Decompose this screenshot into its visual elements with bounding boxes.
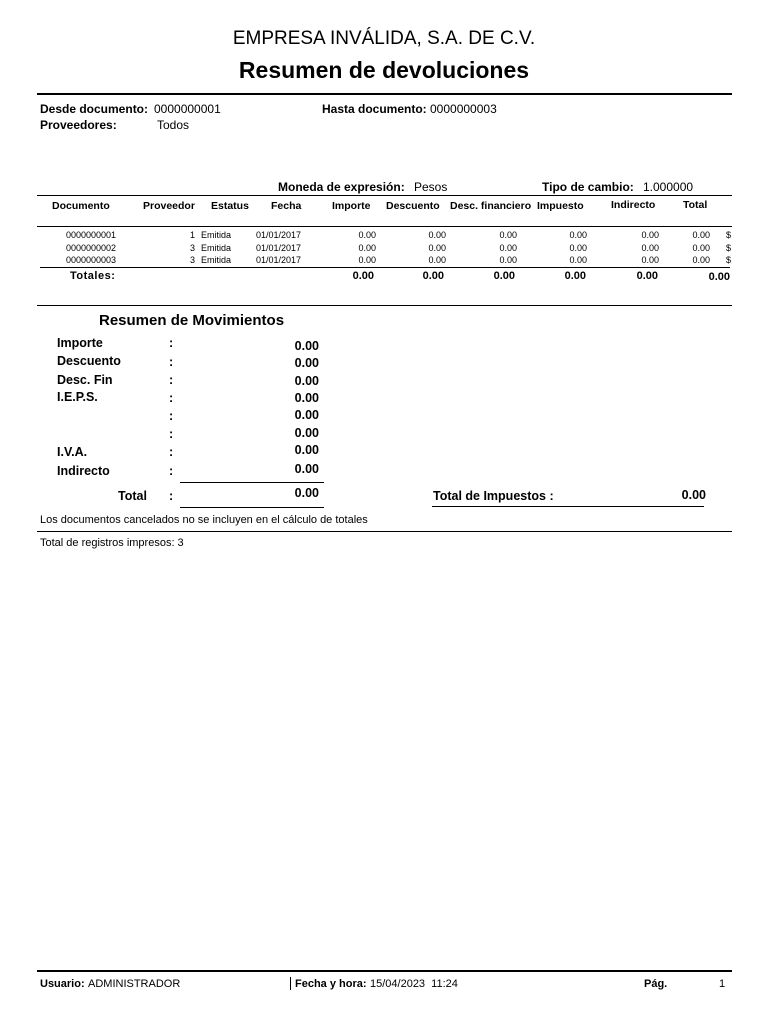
- impuestos-underline: [432, 506, 704, 507]
- footer-divider: [37, 970, 732, 972]
- mov-value-descuento: 0.00: [294, 356, 319, 370]
- cell-currency: $: [726, 243, 732, 253]
- mov-value-importe: 0.00: [294, 339, 319, 353]
- cell-documento: 0000000001: [66, 230, 117, 240]
- cell-estatus: Emitida: [201, 255, 232, 265]
- cell-impuesto: 0.00: [569, 230, 587, 240]
- col-proveedor: Proveedor: [143, 200, 195, 212]
- mov-value-indirecto: 0.00: [294, 462, 319, 476]
- cell-indirecto: 0.00: [641, 255, 659, 265]
- cell-proveedor: 3: [189, 255, 195, 265]
- desde-value: 0000000001: [154, 102, 221, 116]
- movimientos-title: Resumen de Movimientos: [99, 312, 285, 329]
- report-title: Resumen de devoluciones: [238, 57, 530, 83]
- cell-importe: 0.00: [358, 243, 376, 253]
- mov-label-iva: I.V.A.: [57, 445, 88, 459]
- totales-total: 0.00: [708, 271, 730, 283]
- table-top-divider: [37, 195, 732, 196]
- cell-proveedor: 1: [189, 230, 195, 240]
- cell-proveedor: 3: [189, 243, 195, 253]
- cell-estatus: Emitida: [201, 230, 232, 240]
- movimientos-divider: [37, 305, 732, 306]
- mov-colon: :: [169, 464, 174, 478]
- desde-label: Desde documento:: [40, 102, 149, 116]
- cell-documento: 0000000003: [66, 255, 117, 265]
- usuario-label: Usuario:: [40, 978, 85, 990]
- moneda-value: Pesos: [414, 180, 448, 194]
- cell-indirecto: 0.00: [641, 230, 659, 240]
- pagina-label: Pág.: [644, 978, 668, 990]
- col-fecha: Fecha: [271, 200, 302, 212]
- tipo-cambio-label: Tipo de cambio:: [542, 180, 634, 194]
- fecha-hora-label: Fecha y hora:: [295, 978, 367, 990]
- col-importe: Importe: [332, 200, 371, 212]
- mov-label-descuento: Descuento: [57, 354, 121, 368]
- cell-impuesto: 0.00: [569, 243, 587, 253]
- tipo-cambio-value: 1.000000: [643, 180, 694, 194]
- cell-descuento: 0.00: [428, 230, 446, 240]
- subtotal-line: [180, 482, 324, 483]
- mov-label-importe: Importe: [57, 336, 103, 350]
- header-divider: [37, 93, 732, 95]
- mov-value-blank-2: 0.00: [294, 426, 319, 440]
- cell-impuesto: 0.00: [569, 255, 587, 265]
- mov-value-iva: 0.00: [294, 443, 319, 457]
- cell-desc-financiero: 0.00: [499, 255, 517, 265]
- mov-colon: :: [169, 409, 174, 423]
- cell-documento: 0000000002: [66, 243, 117, 253]
- totales-desc-financiero: 0.00: [493, 270, 515, 282]
- total-colon: :: [169, 489, 174, 503]
- col-documento: Documento: [52, 200, 110, 212]
- cell-total: 0.00: [692, 255, 710, 265]
- col-indirecto: Indirecto: [611, 199, 656, 211]
- cell-descuento: 0.00: [428, 255, 446, 265]
- pagina-value: 1: [719, 978, 726, 990]
- mov-colon: :: [169, 336, 174, 350]
- col-total: Total: [683, 199, 708, 211]
- mov-colon: :: [169, 427, 174, 441]
- totals-divider: [40, 267, 730, 268]
- cell-estatus: Emitida: [201, 243, 232, 253]
- proveedores-value: Todos: [157, 118, 190, 132]
- cell-importe: 0.00: [358, 255, 376, 265]
- total-underline: [180, 507, 324, 508]
- mov-colon: :: [169, 373, 174, 387]
- total-impuestos-label: Total de Impuestos :: [433, 489, 554, 503]
- fecha-hora-value: 15/04/2023 11:24: [370, 978, 458, 990]
- cell-indirecto: 0.00: [641, 243, 659, 253]
- company-name: EMPRESA INVÁLIDA, S.A. DE C.V.: [232, 28, 536, 49]
- cancelados-note: Los documentos cancelados no se incluyen en el cálculo de totales: [40, 514, 368, 526]
- mov-value-ieps: 0.00: [294, 391, 319, 405]
- col-descuento: Descuento: [386, 200, 440, 212]
- col-impuesto: Impuesto: [537, 200, 584, 212]
- totales-indirecto: 0.00: [636, 270, 658, 282]
- col-desc-financiero: Desc. financiero: [450, 200, 532, 212]
- moneda-label: Moneda de expresión:: [278, 180, 405, 194]
- totales-descuento: 0.00: [422, 270, 444, 282]
- notes-divider: [37, 531, 732, 532]
- mov-colon: :: [169, 355, 174, 369]
- total-value: 0.00: [294, 486, 319, 500]
- hasta-label: Hasta documento:: [322, 102, 427, 116]
- mov-label-desc-fin: Desc. Fin: [57, 373, 113, 387]
- totales-importe: 0.00: [352, 270, 374, 282]
- mov-colon: :: [169, 445, 174, 459]
- cell-total: 0.00: [692, 230, 710, 240]
- cell-currency: $: [726, 230, 732, 240]
- mov-value-blank-1: 0.00: [294, 408, 319, 422]
- proveedores-label: Proveedores:: [40, 118, 117, 132]
- totales-label: Totales:: [70, 270, 116, 282]
- totales-impuesto: 0.00: [564, 270, 586, 282]
- cell-desc-financiero: 0.00: [499, 230, 517, 240]
- usuario-value: ADMINISTRADOR: [88, 978, 181, 990]
- table-header-divider: [37, 226, 732, 227]
- footer-separator: [290, 977, 292, 990]
- cell-fecha: 01/01/2017: [256, 243, 302, 253]
- cell-currency: $: [726, 255, 732, 265]
- registros-note: Total de registros impresos: 3: [40, 537, 184, 549]
- cell-total: 0.00: [692, 243, 710, 253]
- cell-descuento: 0.00: [428, 243, 446, 253]
- mov-value-desc-fin: 0.00: [294, 374, 319, 388]
- hasta-value: 0000000003: [430, 102, 497, 116]
- cell-desc-financiero: 0.00: [499, 243, 517, 253]
- cell-fecha: 01/01/2017: [256, 255, 302, 265]
- mov-label-indirecto: Indirecto: [57, 464, 110, 478]
- cell-importe: 0.00: [358, 230, 376, 240]
- mov-label-ieps: I.E.P.S.: [57, 390, 98, 404]
- total-label: Total: [118, 489, 147, 503]
- cell-fecha: 01/01/2017: [256, 230, 302, 240]
- mov-colon: :: [169, 391, 174, 405]
- col-estatus: Estatus: [211, 200, 249, 212]
- total-impuestos-value: 0.00: [681, 488, 706, 502]
